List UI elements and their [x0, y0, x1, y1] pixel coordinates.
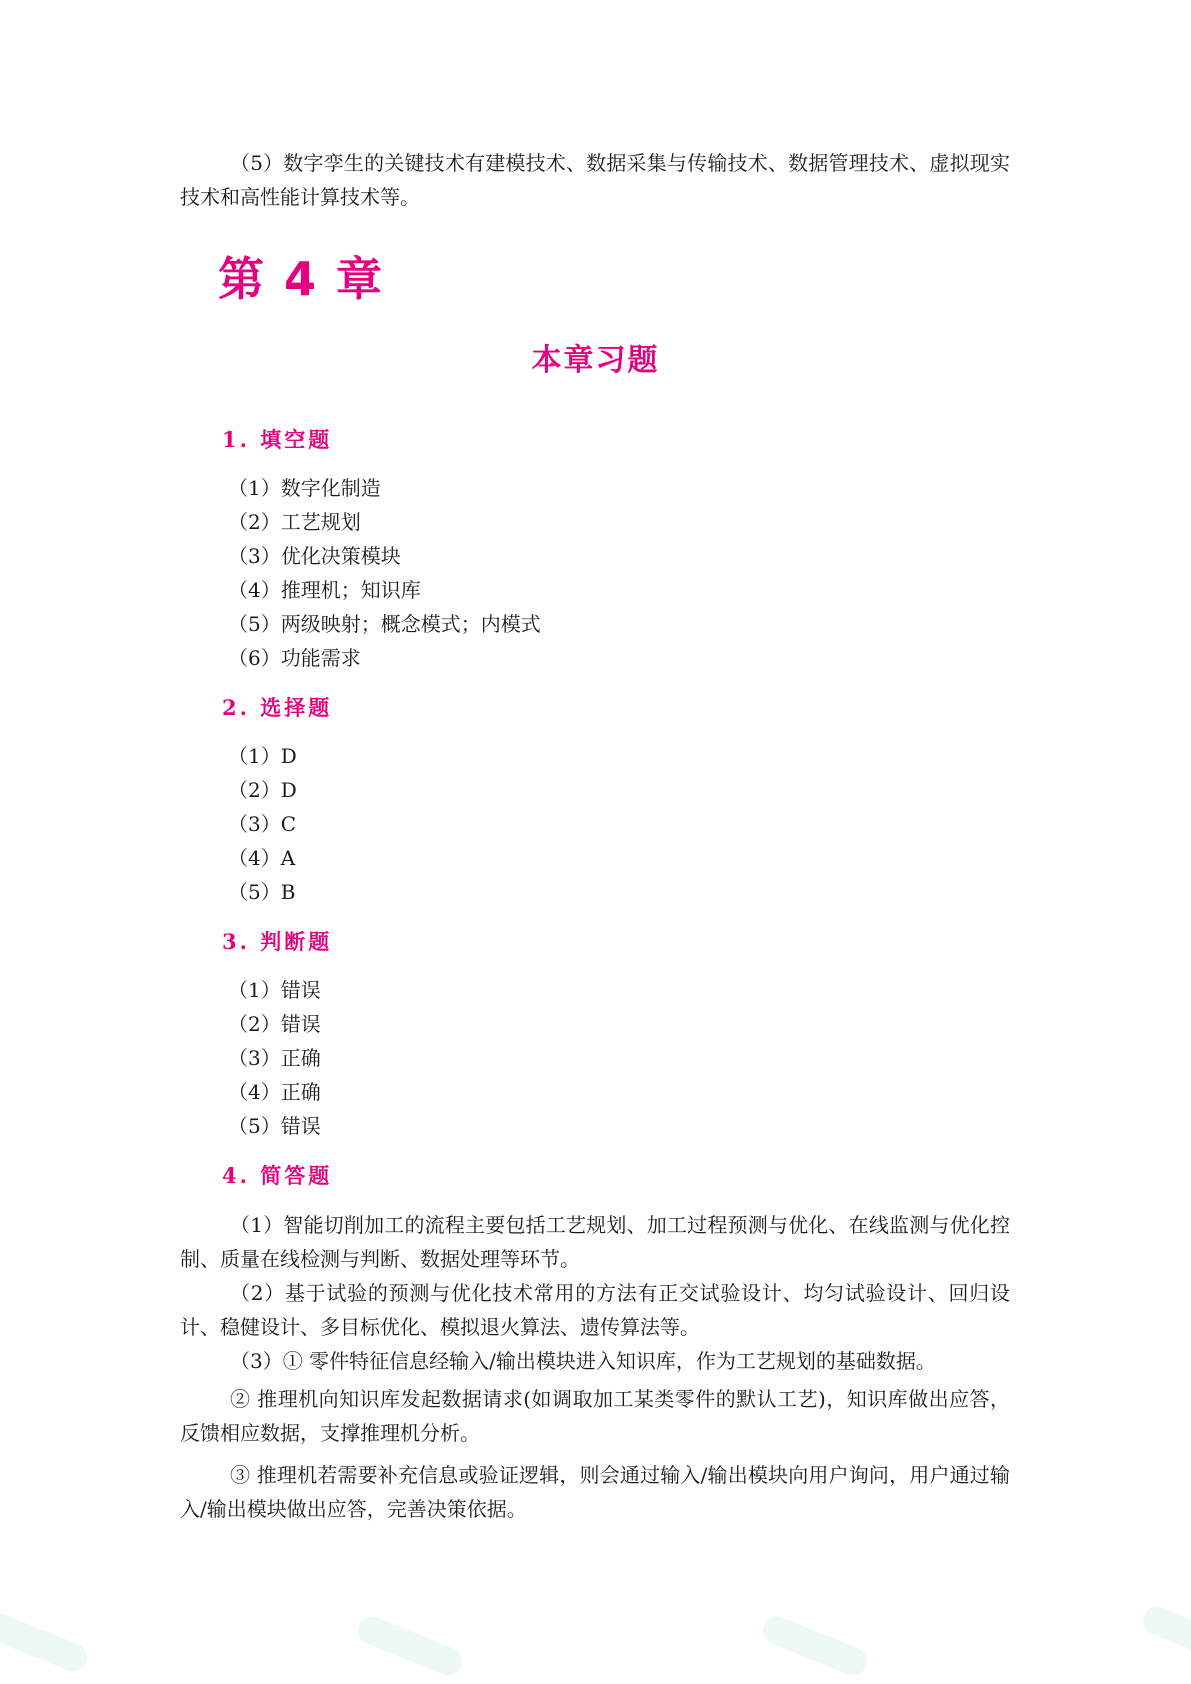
watermark-mark: [354, 1612, 466, 1679]
section-title: 本章习题: [531, 343, 660, 378]
true-false-item: （2）错误: [228, 1012, 321, 1036]
chapter-heading: 第 4 章: [218, 252, 385, 306]
true-false-heading: 3. 判断题: [222, 929, 333, 954]
multiple-choice-item: （4）A: [228, 846, 296, 870]
fill-blank-item: （3）优化决策模块: [228, 544, 401, 568]
fill-blank-item: （6）功能需求: [228, 646, 361, 670]
watermark-mark: [759, 1612, 871, 1679]
fill-blank-item: （4）推理机；知识库: [228, 578, 421, 602]
true-false-item: （1）错误: [228, 978, 321, 1002]
true-false-item: （4）正确: [228, 1080, 321, 1104]
watermark-mark: [0, 1608, 91, 1675]
fill-blank-heading: 1. 填空题: [222, 427, 333, 452]
watermark-mark: [1139, 1602, 1191, 1669]
true-false-item: （5）错误: [228, 1114, 321, 1138]
intro-paragraph: （5）数字孪生的关键技术有建模技术、数据采集与传输技术、数据管理技术、虚拟现实技术和高性能计算技术等。: [180, 151, 1010, 209]
short-answer-paragraph: （3）① 零件特征信息经输入/输出模块进入知识库，作为工艺规划的基础数据。: [230, 1349, 936, 1373]
multiple-choice-item: （5）B: [228, 880, 296, 904]
multiple-choice-item: （2）D: [228, 778, 297, 802]
short-answer-paragraph: ③ 推理机若需要补充信息或验证逻辑，则会通过输入/输出模块向用户询问，用户通过输入/输出模块做出应答，完善决策依据。: [180, 1463, 1010, 1521]
short-answer-heading: 4. 简答题: [222, 1163, 333, 1188]
true-false-item: （3）正确: [228, 1046, 321, 1070]
short-answer-paragraph: （2）基于试验的预测与优化技术常用的方法有正交试验设计、均匀试验设计、回归设计、稳健设计、多目标优化、模拟退火算法、遗传算法等。: [180, 1281, 1010, 1339]
multiple-choice-item: （3）C: [228, 812, 297, 836]
fill-blank-item: （5）两级映射；概念模式；内模式: [228, 612, 541, 636]
fill-blank-item: （2）工艺规划: [228, 510, 361, 534]
short-answer-paragraph: （1）智能切削加工的流程主要包括工艺规划、加工过程预测与优化、在线监测与优化控制、质量在线检测与判断、数据处理等环节。: [180, 1213, 1010, 1271]
fill-blank-item: （1）数字化制造: [228, 476, 381, 500]
short-answer-paragraph: ② 推理机向知识库发起数据请求(如调取加工某类零件的默认工艺)，知识库做出应答，反馈相应数据，支撑推理机分析。: [180, 1387, 1010, 1445]
multiple-choice-heading: 2. 选择题: [222, 695, 333, 720]
multiple-choice-item: （1）D: [228, 744, 297, 768]
